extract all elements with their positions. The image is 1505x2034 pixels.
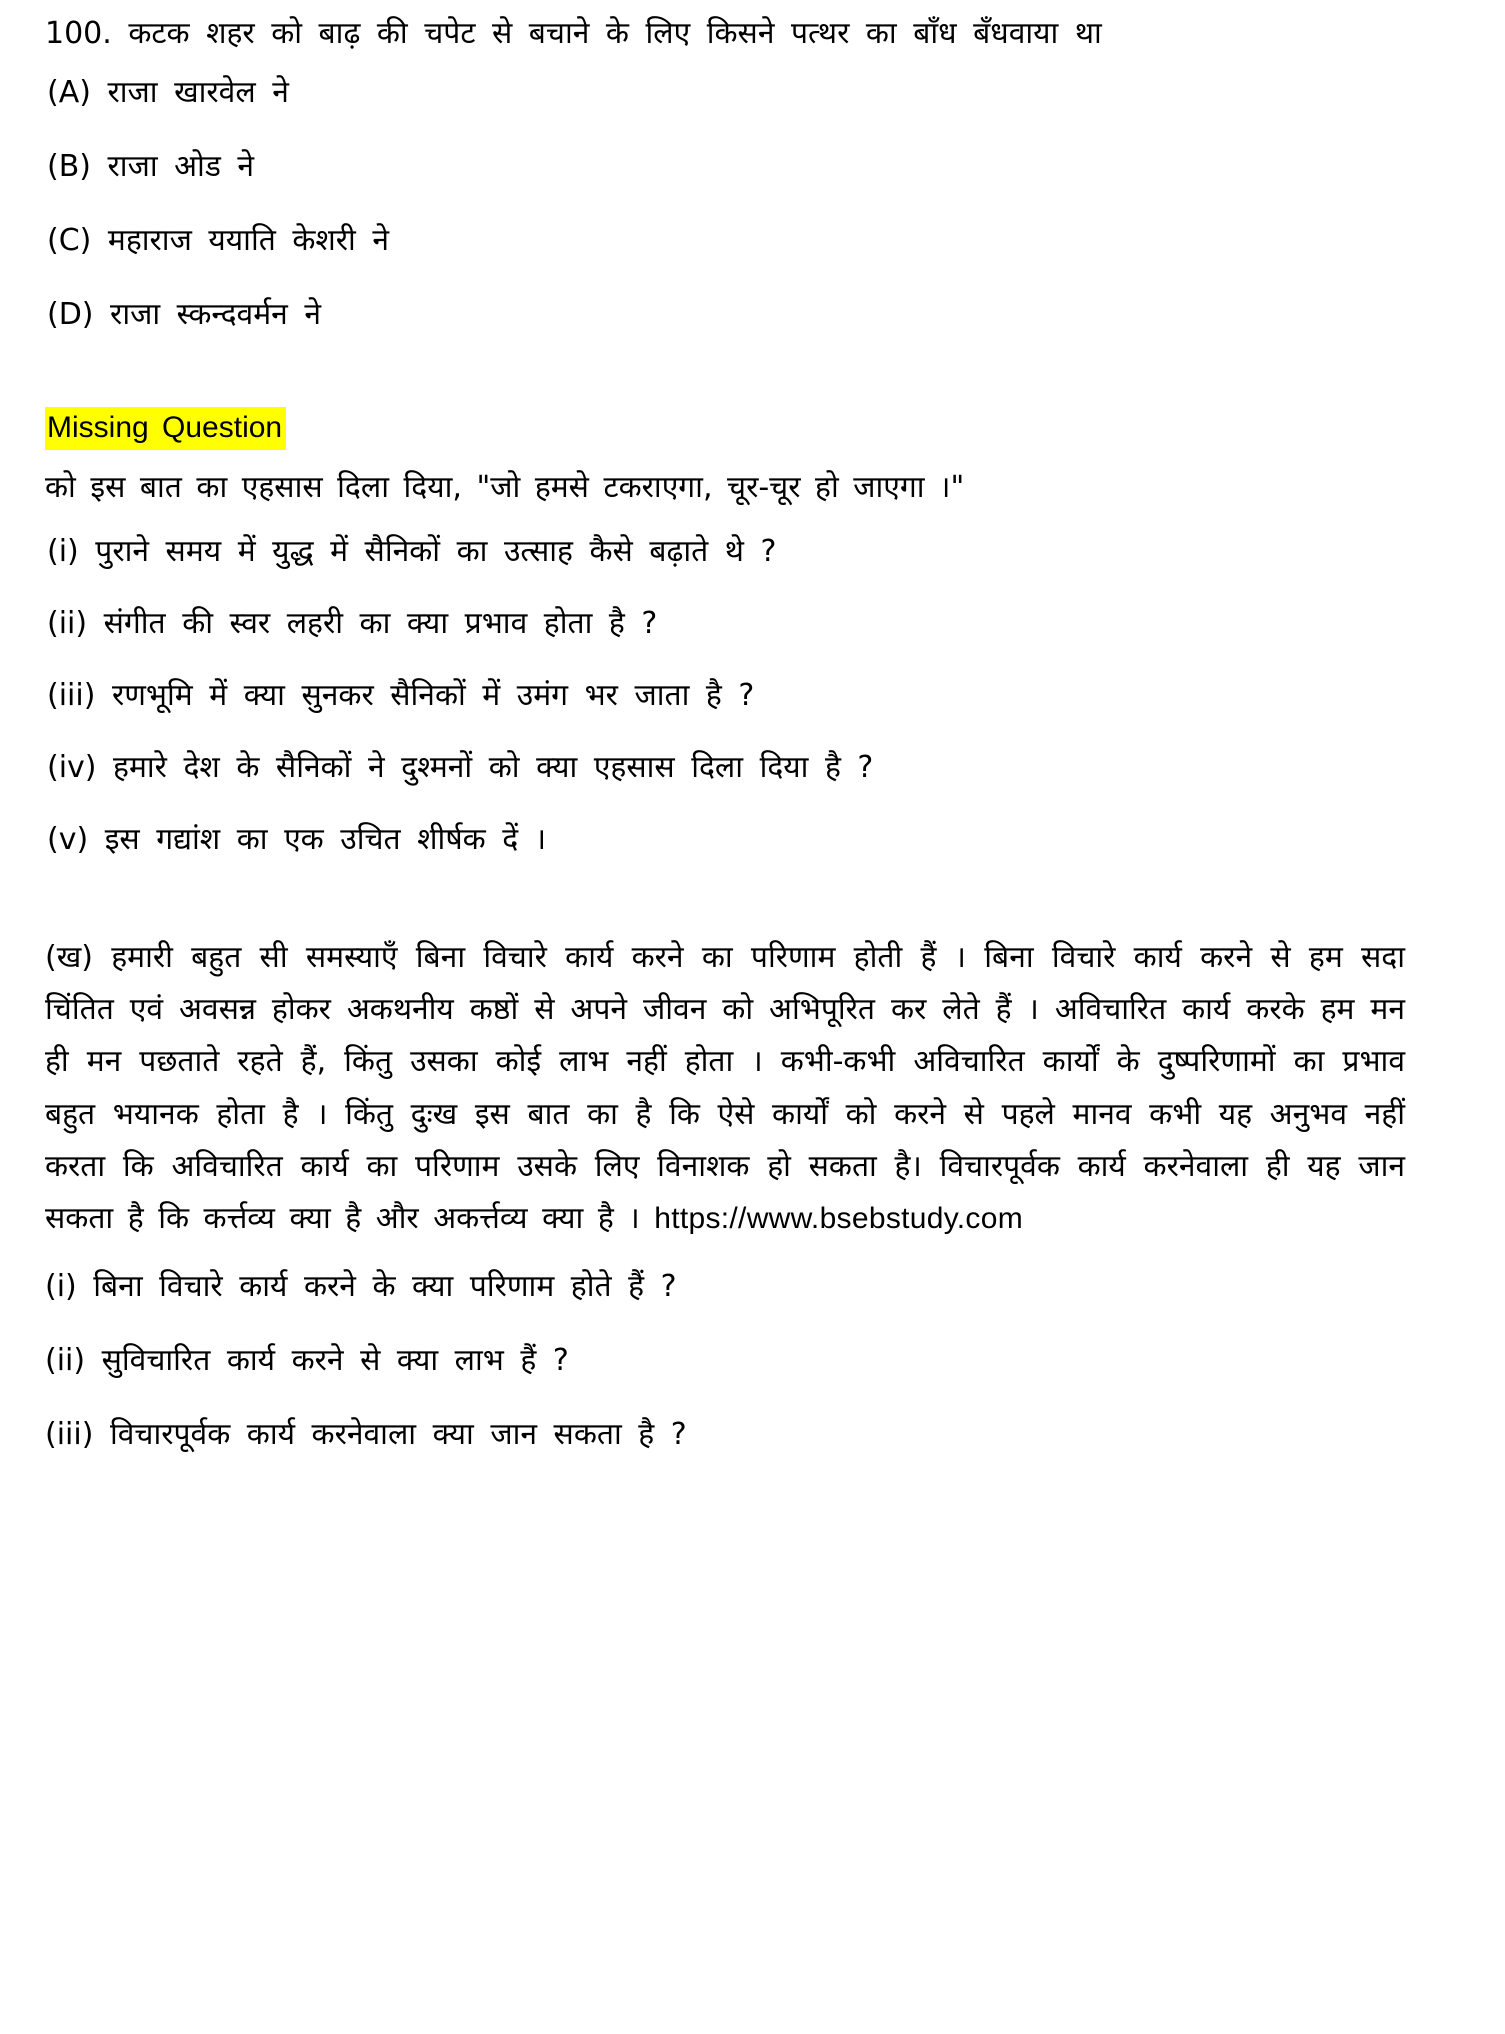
missing-question-highlight-wrap: [45, 407, 1405, 451]
section-spacer-1: [45, 343, 1405, 407]
passage-sub-question-ii: (ii) सुविचारित कार्य करने से क्या लाभ हैं ?: [45, 1343, 569, 1379]
missing-sub-question-i: (i) पुराने समय में युद्ध में सैनिकों का उत्साह कैसे बढ़ाते थे ?: [47, 534, 777, 570]
passage-kha-text: [45, 932, 1405, 1245]
missing-question-section: [45, 407, 1405, 865]
option-a: (A) राजा खारवेल ने: [47, 74, 289, 110]
missing-question-lead-line: को इस बात का एहसास दिला दिया, "जो हमसे टकराएगा, चूर-चूर हो जाएगा ।": [45, 470, 965, 506]
option-d: (D) राजा स्कन्दवर्मन ने: [47, 296, 322, 332]
missing-sub-question-iii: (iii) रणभूमि में क्या सुनकर सैनिकों में उमंग भर जाता है ?: [47, 678, 755, 714]
passage-sub-question-iii: (iii) विचारपूर्वक कार्य करनेवाला क्या जान सकता है ?: [45, 1417, 687, 1453]
missing-sub-question-v: (v) इस गद्यांश का एक उचित शीर्षक दें ।: [47, 822, 547, 858]
section-spacer-2: [45, 888, 1405, 932]
passage-kha-body: (ख) हमारी बहुत सी समस्याएँ बिना विचारे कार्य करने का परिणाम होती हैं । बिना विचारे कार्य करने से हम सदा चिंतित एवं अवसन्न होकर अकथनीय कष्ठों से अपने जीवन को अभिपूरित कर लेते हैं । अविचारित कार्य करके हम मन ही मन पछताते रहते हैं, किंतु उसका कोई लाभ नहीं होता । कभी-कभी अविचारित कार्यों के दुष्परिणामों का प्रभाव बहुत भयानक होता है । किंतु दुःख इस बात का है कि ऐसे कार्यों को करने से पहले मानव कभी यह अनुभव नहीं करता कि अविचारित कार्य का परिणाम उसके लिए विनाशक हो सकता है। विचारपूर्वक कार्य करनेवाला ही यह जान सकता है कि कर्त्तव्य क्या है और अकर्त्तव्य क्या है ।: [45, 940, 1405, 1237]
missing-sub-question-iv: (iv) हमारे देश के सैनिकों ने दुश्मनों को क्या एहसास दिला दिया है ?: [47, 750, 874, 786]
question-100-block: [45, 10, 1405, 339]
question-100-text: 100. कटक शहर को बाढ़ की चपेट से बचाने के लिए किसने पत्थर का बाँध बँधवाया था: [45, 16, 1102, 51]
passage-kha-section: [45, 932, 1405, 1459]
missing-sub-question-ii: (ii) संगीत की स्वर लहरी का क्या प्रभाव होता है ?: [47, 606, 658, 642]
passage-kha-url: https://www.bsebstudy.com: [654, 1202, 1024, 1236]
option-c: (C) महाराज ययाति केशरी ने: [47, 222, 390, 258]
passage-sub-question-i: (i) बिना विचारे कार्य करने के क्या परिणाम होते हैं ?: [45, 1269, 677, 1305]
option-b: (B) राजा ओड ने: [47, 148, 255, 184]
missing-question-label: Missing Question: [45, 407, 286, 451]
